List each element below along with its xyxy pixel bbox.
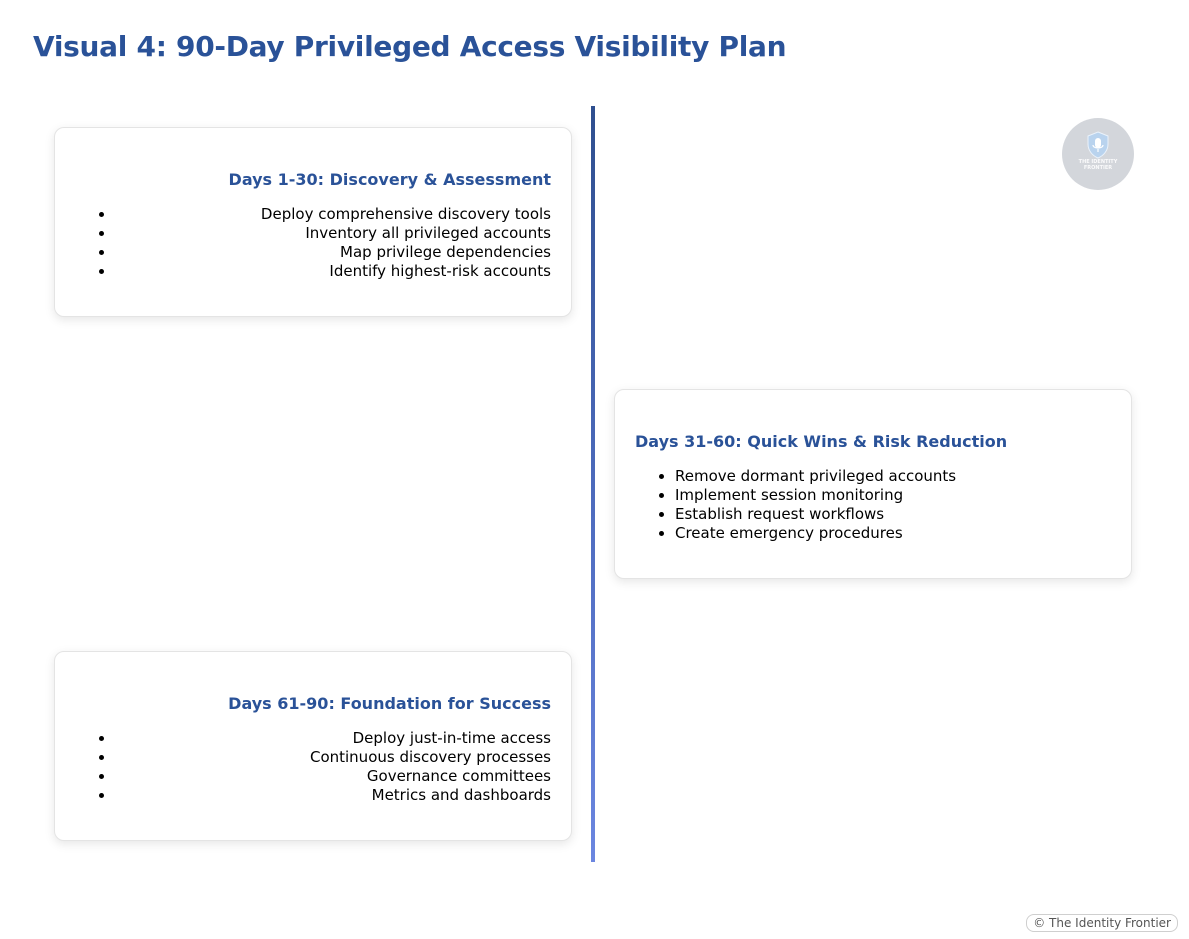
list-item: • Map privilege dependencies	[115, 243, 551, 262]
phase-title: Days 61-90: Foundation for Success	[228, 694, 551, 713]
copyright-badge: © The Identity Frontier	[1026, 914, 1178, 932]
list-item: • Remove dormant privileged accounts	[675, 467, 1111, 486]
identity-frontier-logo	[1062, 118, 1134, 190]
list-item: • Create emergency procedures	[675, 524, 1111, 543]
shield-microphone-icon	[1086, 131, 1110, 159]
logo-text-line: THE IDENTITY	[1078, 159, 1118, 165]
list-item: • Metrics and dashboards	[115, 786, 551, 805]
list-item: • Governance committees	[115, 767, 551, 786]
list-item: • Identify highest-risk accounts	[115, 262, 551, 281]
list-item: • Implement session monitoring	[675, 486, 1111, 505]
phase-card-days-61-90	[54, 651, 572, 841]
phase-card-days-1-30	[54, 127, 572, 317]
list-item: • Continuous discovery processes	[115, 748, 551, 767]
logo-text-line: FRONTIER	[1083, 165, 1113, 171]
phase-task-list	[95, 205, 551, 281]
list-item: • Deploy just-in-time access	[115, 729, 551, 748]
logo-text	[1062, 159, 1134, 171]
list-item: • Deploy comprehensive discovery tools	[115, 205, 551, 224]
page-title: Visual 4: 90-Day Privileged Access Visibility Plan	[33, 30, 787, 63]
list-item: • Inventory all privileged accounts	[115, 224, 551, 243]
phase-card-days-31-60	[614, 389, 1132, 579]
phase-title: Days 31-60: Quick Wins & Risk Reduction	[635, 432, 1008, 451]
list-item: • Establish request workflows	[675, 505, 1111, 524]
phase-title: Days 1-30: Discovery & Assessment	[228, 170, 551, 189]
phase-task-list	[95, 729, 551, 805]
timeline-line	[591, 106, 595, 862]
phase-task-list	[655, 467, 1111, 543]
